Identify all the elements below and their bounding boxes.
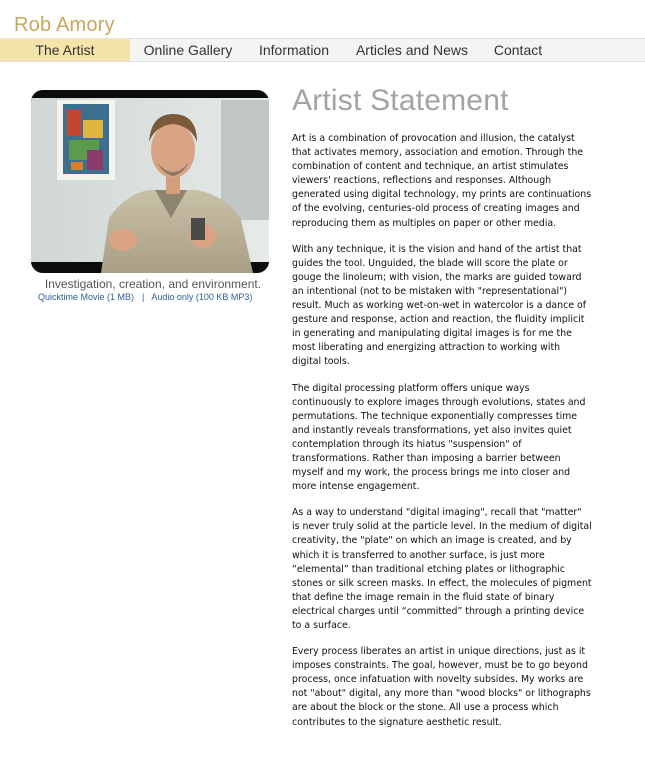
statement-paragraph: Art is a combination of provocation and illusion, the catalyst that activates memory, association and emotion. Through the combination of content and technique, an artist stimulates viewers' reactions, reflections and responses. Although generated using digital technology, my prints are continuations of the evolving, centuries-old process of creating images and reproducing them as multiples on paper or other media. (292, 133, 592, 229)
artist-statement-body (292, 132, 592, 742)
nav-item-online-gallery[interactable]: Online Gallery (143, 42, 233, 58)
statement-paragraph: Every process liberates an artist in unique directions, just as it imposes constraints. The goal, however, must be to go beyond process, once infatuation with novelty subsides. My works are not "about" digital, any more than "wood blocks" or lithographs are about the block or the stone. All use a process which contributes to the signature aesthetic result. (292, 646, 591, 728)
artist-photo-illustration (31, 90, 269, 273)
statement-paragraph: With any technique, it is the vision and hand of the artist that guides the tool. Unguided, the blade will score the plate or gouge the linoleum; with vision, the marks are guided toward an intentional (not to be mistaken with "representational") result. Much as working wet-on-wet in watercolor is a dance of gesture and response, action and reaction, the fluidity implicit in generating and manipulating digital images is for me the most liberating and energizing attraction to working with digital tools. (292, 243, 587, 368)
main-nav (0, 38, 645, 62)
link-separator: | (142, 292, 145, 302)
nav-item-contact[interactable]: Contact (493, 42, 543, 58)
quicktime-movie-link[interactable]: Quicktime Movie (1 MB) (38, 292, 135, 302)
media-links (31, 292, 281, 302)
page-title: Artist Statement (292, 84, 509, 117)
site-title: Rob Amory (14, 14, 115, 36)
artist-video-still[interactable] (31, 90, 269, 273)
nav-item-articles-and-news[interactable]: Articles and News (355, 42, 469, 58)
nav-item-information[interactable]: Information (258, 42, 330, 58)
statement-paragraph: The digital processing platform offers unique ways continuously to explore images through evolutions, states and permutations. The technique exponentially compresses time and instantly reveals transformations, yet also invites quiet contemplation through its hiatus "suspension" of transformations. Rather than imposing a barrier between myself and my work, the process brings me into closer and more intense engagement. (292, 382, 586, 493)
video-caption: Investigation, creation, and environment. (44, 277, 262, 291)
statement-paragraph: As a way to understand "digital imaging", recall that "matter" is never truly solid at the particle level. In the medium of digital creativity, the "plate" on which an image is created, and by which it is transferred to another surface, is just more “elemental” than traditional etching plates or lithographic stones or silk screen masks. In effect, the molecules of pigment that define the image remain in the fluid state of binary electrical charges until “committed” through a printing device to a surface. (292, 507, 592, 631)
audio-only-link[interactable]: Audio only (100 KB MP3) (151, 292, 253, 302)
nav-item-the-artist[interactable]: The Artist (0, 39, 130, 61)
